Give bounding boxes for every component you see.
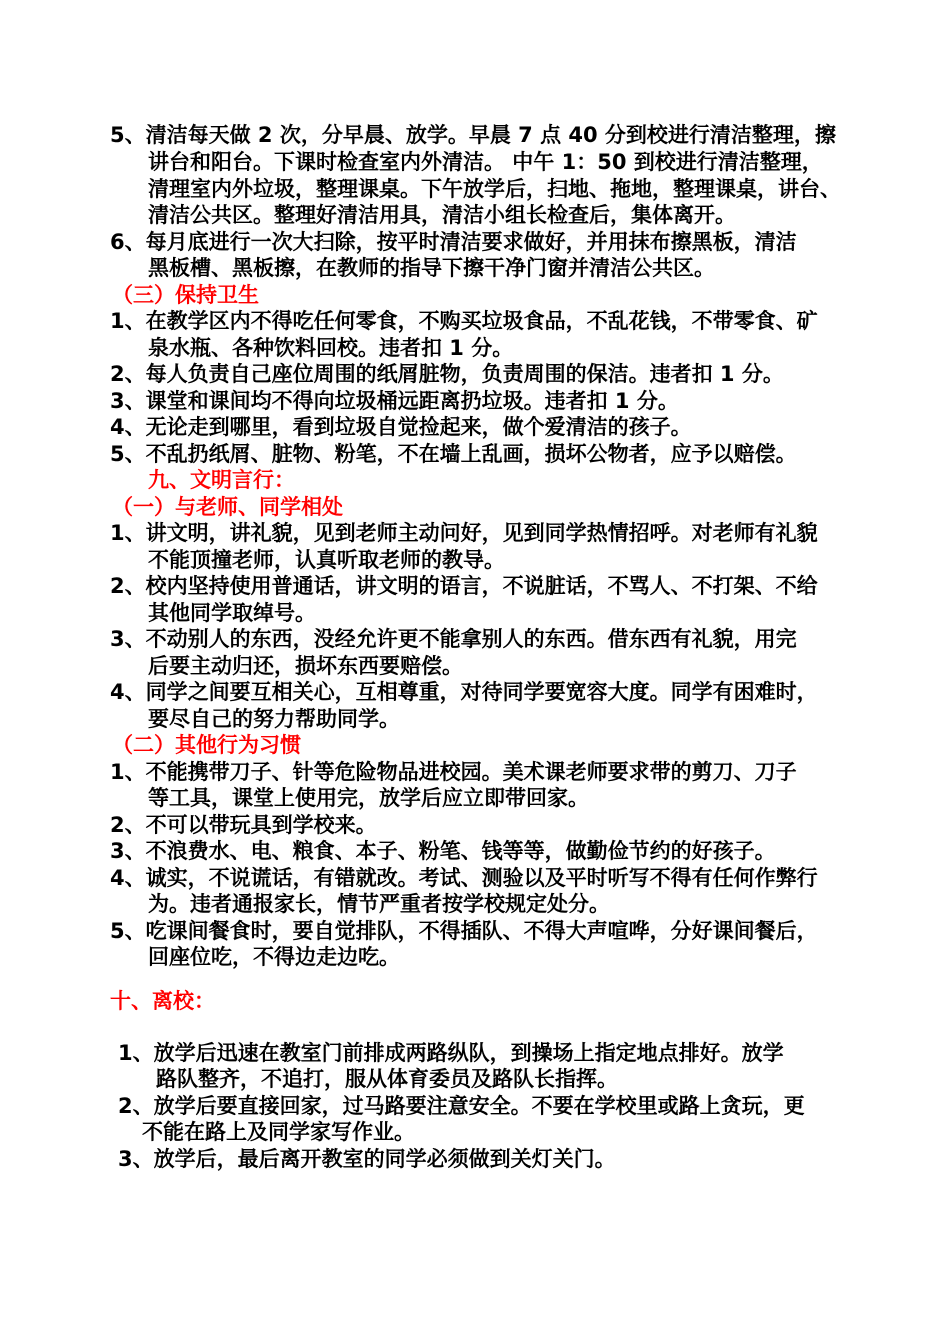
leaving-item-1-line-1: 1、放学后迅速在教室门前排成两路纵队，到操场上指定地点排好。放学 xyxy=(118,1041,784,1065)
leaving-item-1-line-2: 路队整齐，不追打，服从体育委员及路队长指挥。 xyxy=(156,1067,618,1091)
habits-item-3: 3、不浪费水、电、粮食、本子、粉笔、钱等等，做勤俭节约的好孩子。 xyxy=(110,839,776,863)
manners-item-3-line-1: 3、不动别人的东西，没经允许更不能拿别人的东西。借东西有礼貌，用完 xyxy=(110,627,797,651)
manners-item-1-line-2: 不能顶撞老师，认真听取老师的教导。 xyxy=(148,548,505,572)
habits-item-1-line-1: 1、不能携带刀子、针等危险物品进校园。美术课老师要求带的剪刀、刀子 xyxy=(110,760,797,784)
habits-item-5-line-2: 回座位吃，不得边走边吃。 xyxy=(148,945,400,969)
section-ten-heading: 十、离校： xyxy=(110,989,215,1013)
habits-item-1-line-2: 等工具，课堂上使用完，放学后应立即带回家。 xyxy=(148,786,589,810)
hygiene-item-1-line-2: 泉水瓶、各种饮料回校。违者扣 1 分。 xyxy=(148,336,514,360)
manners-item-4-line-2: 要尽自己的努力帮助同学。 xyxy=(148,707,400,731)
manners-item-2-line-2: 其他同学取绰号。 xyxy=(148,601,316,625)
section-nine-sub2-heading: （二）其他行为习惯 xyxy=(112,733,301,757)
section-nine-heading: 九、文明言行： xyxy=(148,468,295,492)
manners-item-4-line-1: 4、同学之间要互相关心，互相尊重，对待同学要宽容大度。同学有困难时， xyxy=(110,680,818,704)
cleaning-item-6-line-2: 黑板槽、黑板擦，在教师的指导下擦干净门窗并清洁公共区。 xyxy=(148,256,715,280)
manners-item-1-line-1: 1、讲文明，讲礼貌，见到老师主动问好，见到同学热情招呼。对老师有礼貌 xyxy=(110,521,818,545)
cleaning-item-5-line-4: 清洁公共区。整理好清洁用具，清洁小组长检查后，集体离开。 xyxy=(148,203,736,227)
leaving-item-2-line-2: 不能在路上及同学家写作业。 xyxy=(142,1120,415,1144)
leaving-item-3: 3、放学后，最后离开教室的同学必须做到关灯关门。 xyxy=(118,1147,616,1171)
section-nine-sub1-heading: （一）与老师、同学相处 xyxy=(112,495,343,519)
leaving-item-2-line-1: 2、放学后要直接回家，过马路要注意安全。不要在学校里或路上贪玩，更 xyxy=(118,1094,805,1118)
hygiene-item-5: 5、不乱扔纸屑、脏物、粉笔，不在墙上乱画，损坏公物者，应予以赔偿。 xyxy=(110,442,797,466)
hygiene-item-4: 4、无论走到哪里，看到垃圾自觉捡起来，做个爱清洁的孩子。 xyxy=(110,415,692,439)
habits-item-4-line-1: 4、诚实，不说谎话，有错就改。考试、测验以及平时听写不得有任何作弊行 xyxy=(110,866,818,890)
cleaning-item-5-line-3: 清理室内外垃圾，整理课桌。下午放学后，扫地、拖地，整理课桌，讲台、 xyxy=(148,177,841,201)
manners-item-3-line-2: 后要主动归还，损坏东西要赔偿。 xyxy=(148,654,463,678)
habits-item-5-line-1: 5、吃课间餐食时，要自觉排队，不得插队、不得大声喧哗，分好课间餐后， xyxy=(110,919,818,943)
habits-item-2: 2、不可以带玩具到学校来。 xyxy=(110,813,377,837)
hygiene-item-2: 2、每人负责自己座位周围的纸屑脏物，负责周围的保洁。违者扣 1 分。 xyxy=(110,362,784,386)
hygiene-item-3: 3、课堂和课间均不得向垃圾桶远距离扔垃圾。违者扣 1 分。 xyxy=(110,389,679,413)
cleaning-item-5-line-2: 讲台和阳台。下课时检查室内外清洁。 中午 1：50 到校进行清洁整理， xyxy=(148,150,823,174)
hygiene-heading: （三）保持卫生 xyxy=(112,283,259,307)
hygiene-item-1-line-1: 1、在教学区内不得吃任何零食，不购买垃圾食品，不乱花钱，不带零食、矿 xyxy=(110,309,818,333)
habits-item-4-line-2: 为。违者通报家长，情节严重者按学校规定处分。 xyxy=(148,892,610,916)
cleaning-item-5-line-1: 5、清洁每天做 2 次，分早晨、放学。早晨 7 点 40 分到校进行清洁整理，擦 xyxy=(110,123,836,147)
cleaning-item-6-line-1: 6、每月底进行一次大扫除，按平时清洁要求做好，并用抹布擦黑板，清洁 xyxy=(110,230,797,254)
manners-item-2-line-1: 2、校内坚持使用普通话，讲文明的语言，不说脏话，不骂人、不打架、不给 xyxy=(110,574,818,598)
